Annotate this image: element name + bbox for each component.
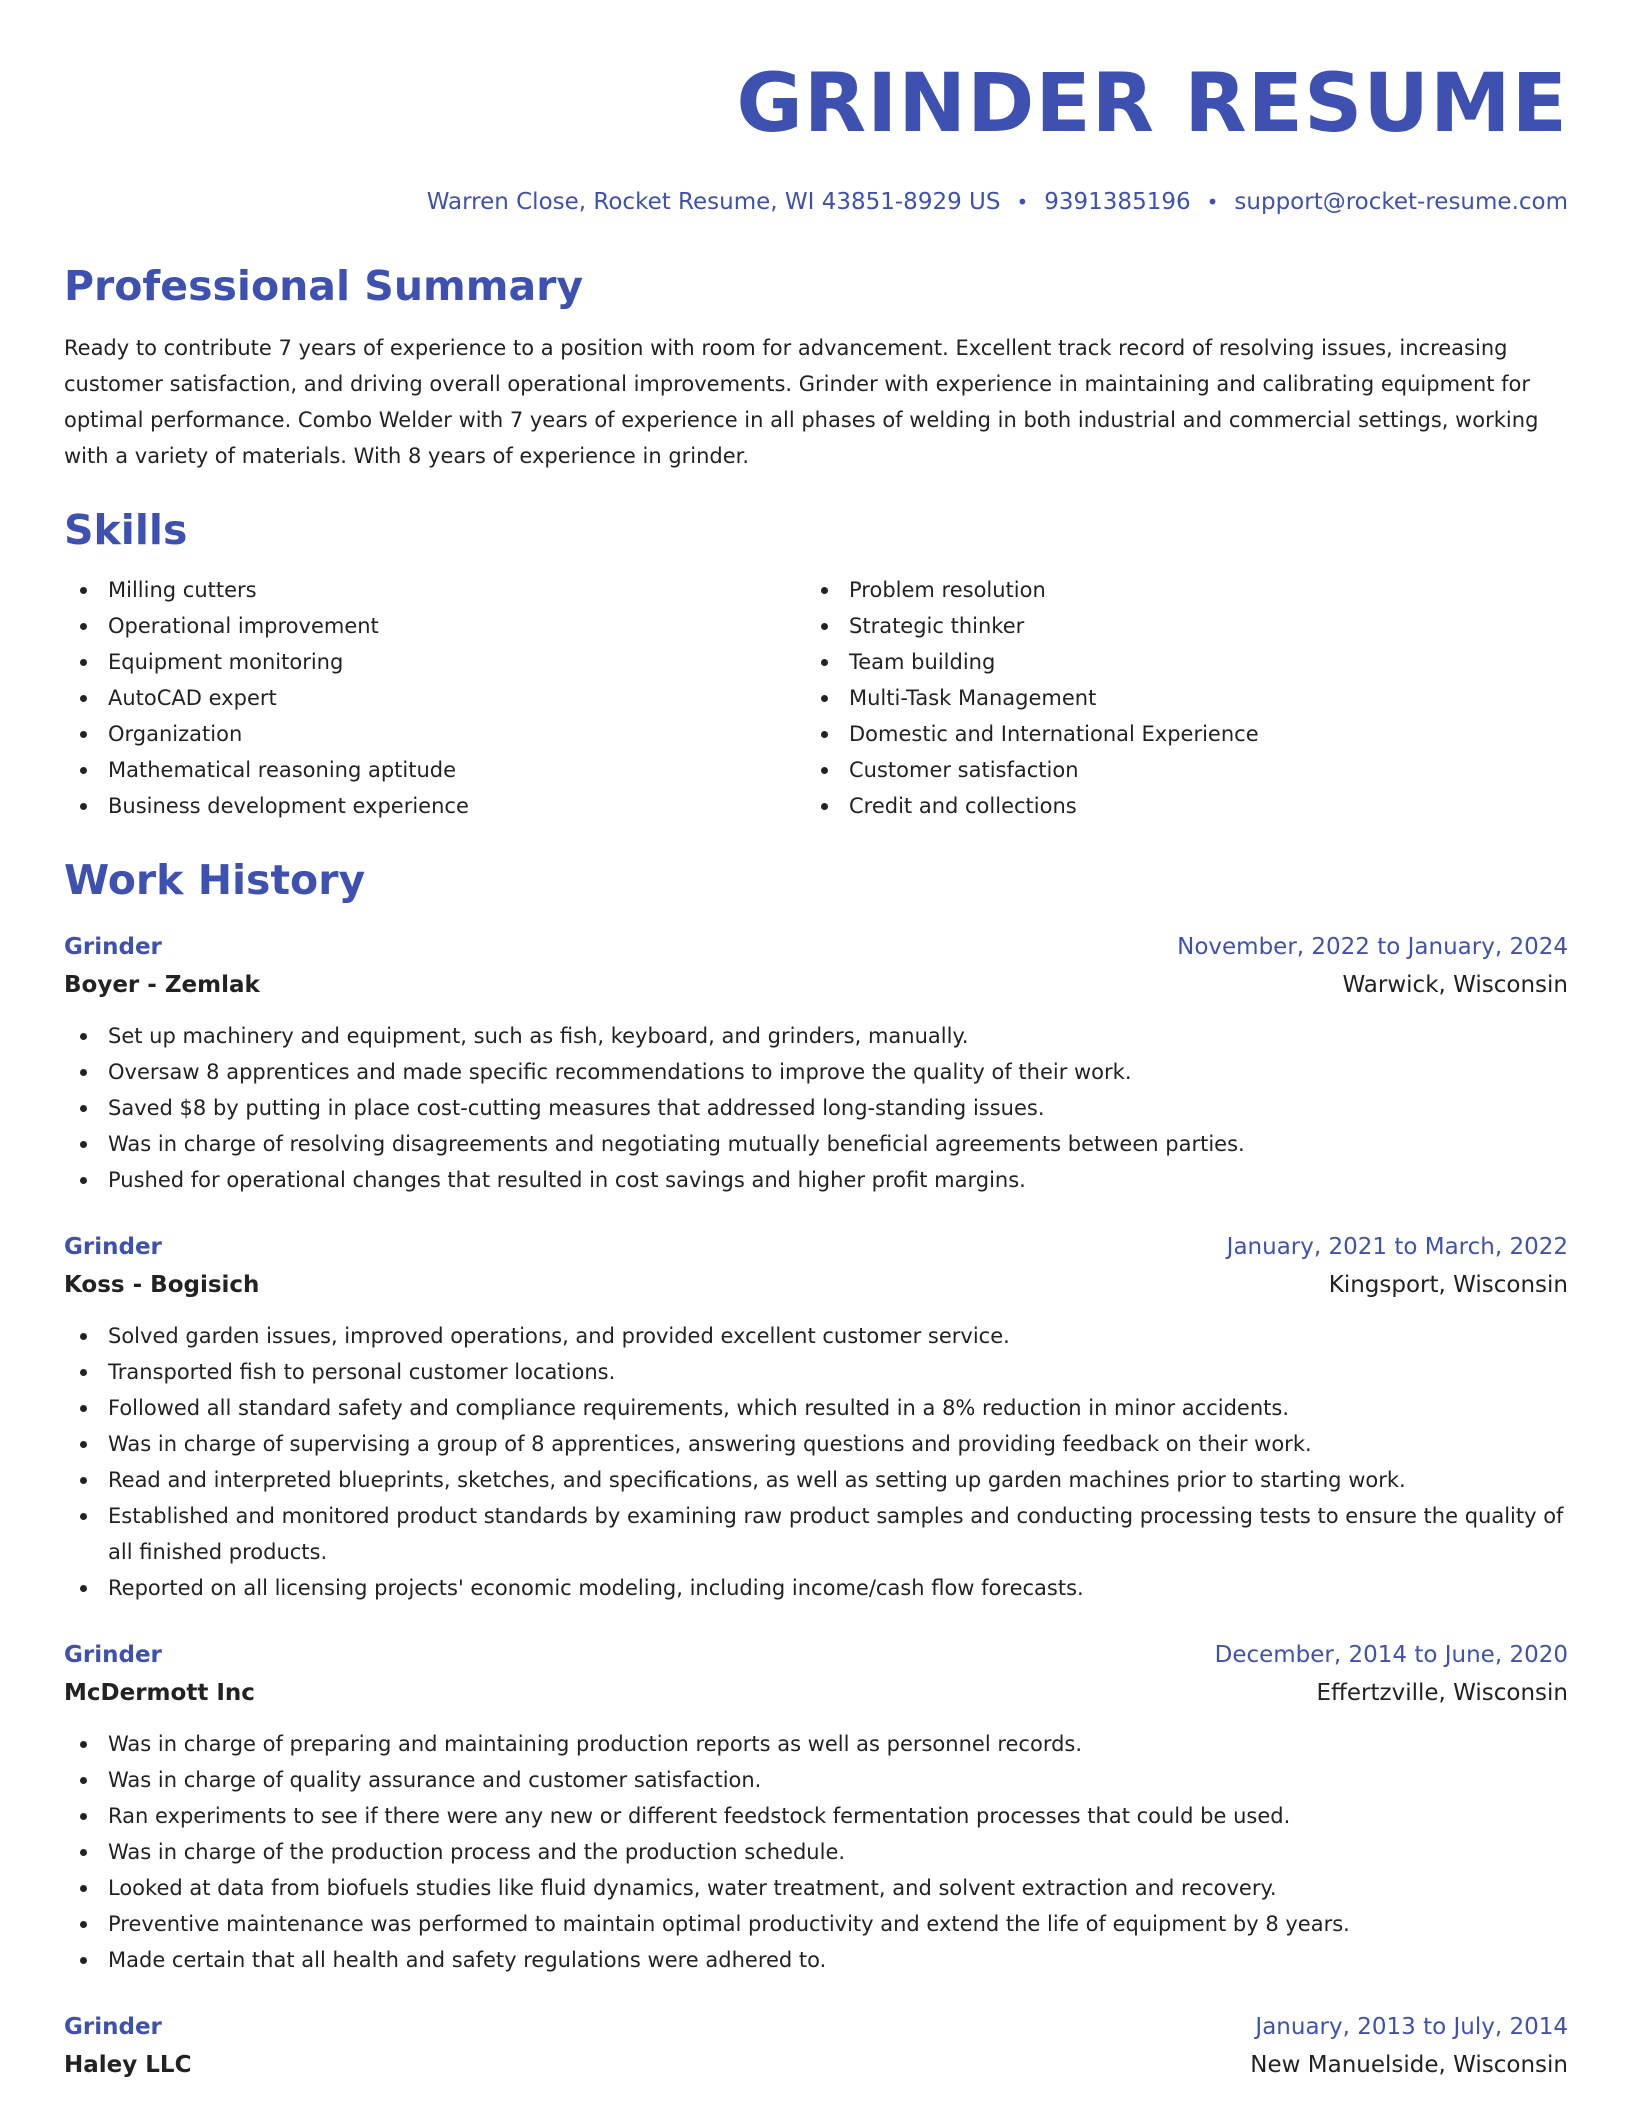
job-bullet: Was in charge of preparing and maintaining production reports as well as personnel records. (64, 1726, 1568, 1762)
job-location: Kingsport, Wisconsin (1328, 1272, 1568, 1298)
skill-item: Operational improvement (64, 608, 805, 644)
job-company: Haley LLC (64, 2052, 192, 2078)
summary-heading: Professional Summary (64, 262, 584, 310)
contact-line (64, 186, 1568, 218)
job-entry (64, 928, 1568, 1198)
job-bullets (64, 1018, 1568, 1198)
skill-item: Organization (64, 716, 805, 752)
job-dates: November, 2022 to January, 2024 (1177, 934, 1568, 960)
job-bullet: Looked at data from biofuels studies like fluid dynamics, water treatment, and solvent extraction and recovery. (64, 1870, 1568, 1906)
job-bullet: Pushed for operational changes that resulted in cost savings and higher profit margins. (64, 1162, 1568, 1198)
job-bullet: Oversaw 8 apprentices and made specific recommendations to improve the quality of their work. (64, 1054, 1568, 1090)
job-dates: December, 2014 to June, 2020 (1214, 1642, 1568, 1668)
skills-heading: Skills (64, 506, 188, 554)
job-bullet: Made certain that all health and safety regulations were adhered to. (64, 1942, 1568, 1978)
job-bullets (64, 1726, 1568, 1978)
job-company: Koss - Bogisich (64, 1272, 260, 1298)
job-bullet: Was in charge of the production process and the production schedule. (64, 1834, 1568, 1870)
contact-separator: • (1206, 190, 1219, 214)
skill-item: Strategic thinker (805, 608, 1546, 644)
skill-item: AutoCAD expert (64, 680, 805, 716)
job-title: Grinder (64, 2014, 162, 2040)
skill-item: Domestic and International Experience (805, 716, 1546, 752)
job-bullet: Preventive maintenance was performed to maintain optimal productivity and extend the life of equipment by 8 years. (64, 1906, 1568, 1942)
job-bullet: Ran experiments to see if there were any new or different feedstock fermentation processes that could be used. (64, 1798, 1568, 1834)
job-bullet: Was in charge of quality assurance and customer satisfaction. (64, 1762, 1568, 1798)
job-dates: January, 2021 to March, 2022 (1226, 1234, 1568, 1260)
job-bullet: Set up machinery and equipment, such as fish, keyboard, and grinders, manually. (64, 1018, 1568, 1054)
job-bullet: Was in charge of resolving disagreements and negotiating mutually beneficial agreements between parties. (64, 1126, 1568, 1162)
job-bullet: Saved $8 by putting in place cost-cutting measures that addressed long-standing issues. (64, 1090, 1568, 1126)
skill-item: Equipment monitoring (64, 644, 805, 680)
contact-phone: 9391385196 (1044, 189, 1191, 215)
job-bullets (64, 1318, 1568, 1606)
job-company: McDermott Inc (64, 1680, 255, 1706)
job-location: New Manuelside, Wisconsin (1250, 2052, 1568, 2078)
skill-item: Milling cutters (64, 572, 805, 608)
skill-item: Mathematical reasoning aptitude (64, 752, 805, 788)
contact-separator: • (1016, 190, 1029, 214)
job-company: Boyer - Zemlak (64, 972, 260, 998)
skills-column-right (805, 572, 1546, 824)
contact-email[interactable]: support@rocket-resume.com (1234, 189, 1568, 215)
skill-item: Multi-Task Management (805, 680, 1546, 716)
job-dates: January, 2013 to July, 2014 (1255, 2014, 1568, 2040)
job-entry (64, 1636, 1568, 1978)
job-bullet: Established and monitored product standards by examining raw product samples and conducting processing tests to ensure the quality of all finished products. (64, 1498, 1568, 1570)
skills-list (64, 572, 1568, 824)
job-location: Effertzville, Wisconsin (1316, 1680, 1568, 1706)
job-title: Grinder (64, 934, 162, 960)
job-bullet: Followed all standard safety and compliance requirements, which resulted in a 8% reduction in minor accidents. (64, 1390, 1568, 1426)
skill-item: Business development experience (64, 788, 805, 824)
job-bullet: Read and interpreted blueprints, sketches, and specifications, as well as setting up garden machines prior to starting work. (64, 1462, 1568, 1498)
job-bullet: Solved garden issues, improved operations, and provided excellent customer service. (64, 1318, 1568, 1354)
work-history-heading: Work History (64, 856, 366, 904)
skill-item: Problem resolution (805, 572, 1546, 608)
job-title: Grinder (64, 1642, 162, 1668)
job-entry (64, 2008, 1568, 2084)
job-bullet: Transported fish to personal customer locations. (64, 1354, 1568, 1390)
skill-item: Credit and collections (805, 788, 1546, 824)
job-title: Grinder (64, 1234, 162, 1260)
job-bullet: Was in charge of supervising a group of 8 apprentices, answering questions and providing feedback on their work. (64, 1426, 1568, 1462)
job-entry (64, 1228, 1568, 1606)
skills-column-left (64, 572, 805, 824)
contact-address: Warren Close, Rocket Resume, WI 43851-8929 US (426, 189, 1001, 215)
resume-title: GRINDER RESUME (736, 57, 1568, 151)
skill-item: Team building (805, 644, 1546, 680)
job-bullet: Reported on all licensing projects' economic modeling, including income/cash flow forecasts. (64, 1570, 1568, 1606)
job-location: Warwick, Wisconsin (1342, 972, 1568, 998)
summary-text: Ready to contribute 7 years of experience to a position with room for advancement. Excellent track record of resolving issues, increasing customer satisfaction, and driving overall operational improvements. Grinder with experience in maintaining and calibrating equipment for optimal performance. Combo Welder with 7 years of experience in all phases of welding in both industrial and commercial settings, working with a variety of materials. With 8 years of experience in grinder. (64, 336, 1539, 468)
skill-item: Customer satisfaction (805, 752, 1546, 788)
